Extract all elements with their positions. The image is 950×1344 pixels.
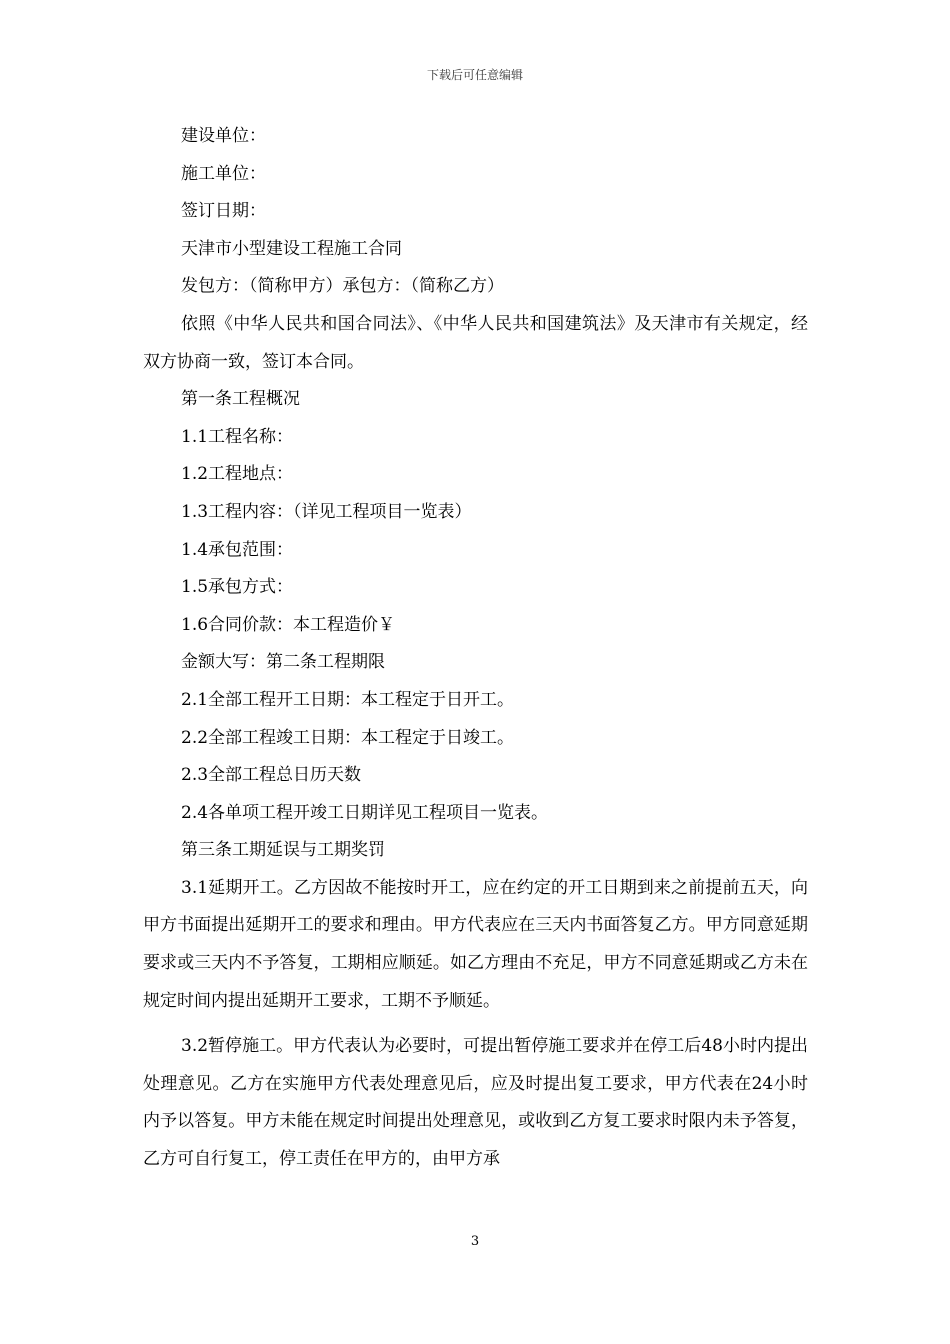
text-line: 1.5承包方式： [181,577,294,598]
text-line: 2.2全部工程竣工日期：本工程定于日竣工。 [181,727,515,748]
paragraph-3-2: 3.2暂停施工。甲方代表认为必要时，可提出暂停施工要求并在停工后48小时内提出处理意见。乙方在实施甲方代表处理意见后，应及时提出复工要求，甲方代表在24小时内予以答复。甲方未能在规定时间提出处理意见，或收到乙方复工要求时限内未予答复，乙方可自行复工，停工责任在甲方的，由甲方承 [143,1036,808,1170]
text-line: 1.3工程内容：（详见工程项目一览表） [181,501,472,522]
page-number: 3 [470,1234,480,1249]
text-line: 签订日期： [181,201,266,222]
text-line: 1.4承包范围： [181,539,294,560]
text-line: 建设单位： [181,126,266,146]
text-line: 2.3全部工程总日历天数 [181,765,362,786]
page-header: 下载后可任意编辑 [426,68,523,82]
document-body [143,118,808,1179]
section-heading: 第一条工程概况 [181,389,300,410]
contract-title: 天津市小型建设工程施工合同 [181,238,402,259]
text-line: 1.6合同价款：本工程造价￥ [181,614,396,635]
section-heading: 第三条工期延误与工期奖罚 [181,840,385,861]
text-line: 1.2工程地点： [181,464,294,485]
text-line: 发包方：（简称甲方）承包方：（简称乙方） [181,276,504,297]
text-line: 2.1全部工程开工日期：本工程定于日开工。 [181,689,515,710]
paragraph-3-1: 3.1延期开工。乙方因故不能按时开工，应在约定的开工日期到来之前提前五天，向甲方书面提出延期开工的要求和理由。甲方代表应在三天内书面答复乙方。甲方同意延期要求或三天内不予答复，工期相应顺延。如乙方理由不充足，甲方不同意延期或乙方未在规定时间内提出延期开工要求，工期不予顺延。 [143,877,808,1011]
text-line: 金额大写：第二条工程期限 [181,652,385,673]
paragraph-basis: 依照《中华人民共和国合同法》、《中华人民共和国建筑法》及天津市有关规定，经双方协商一致，签订本合同。 [143,313,808,372]
text-line: 施工单位： [181,163,266,184]
text-line: 2.4各单项工程开竣工日期详见工程项目一览表。 [181,802,549,823]
text-line: 1.1工程名称： [181,426,294,447]
